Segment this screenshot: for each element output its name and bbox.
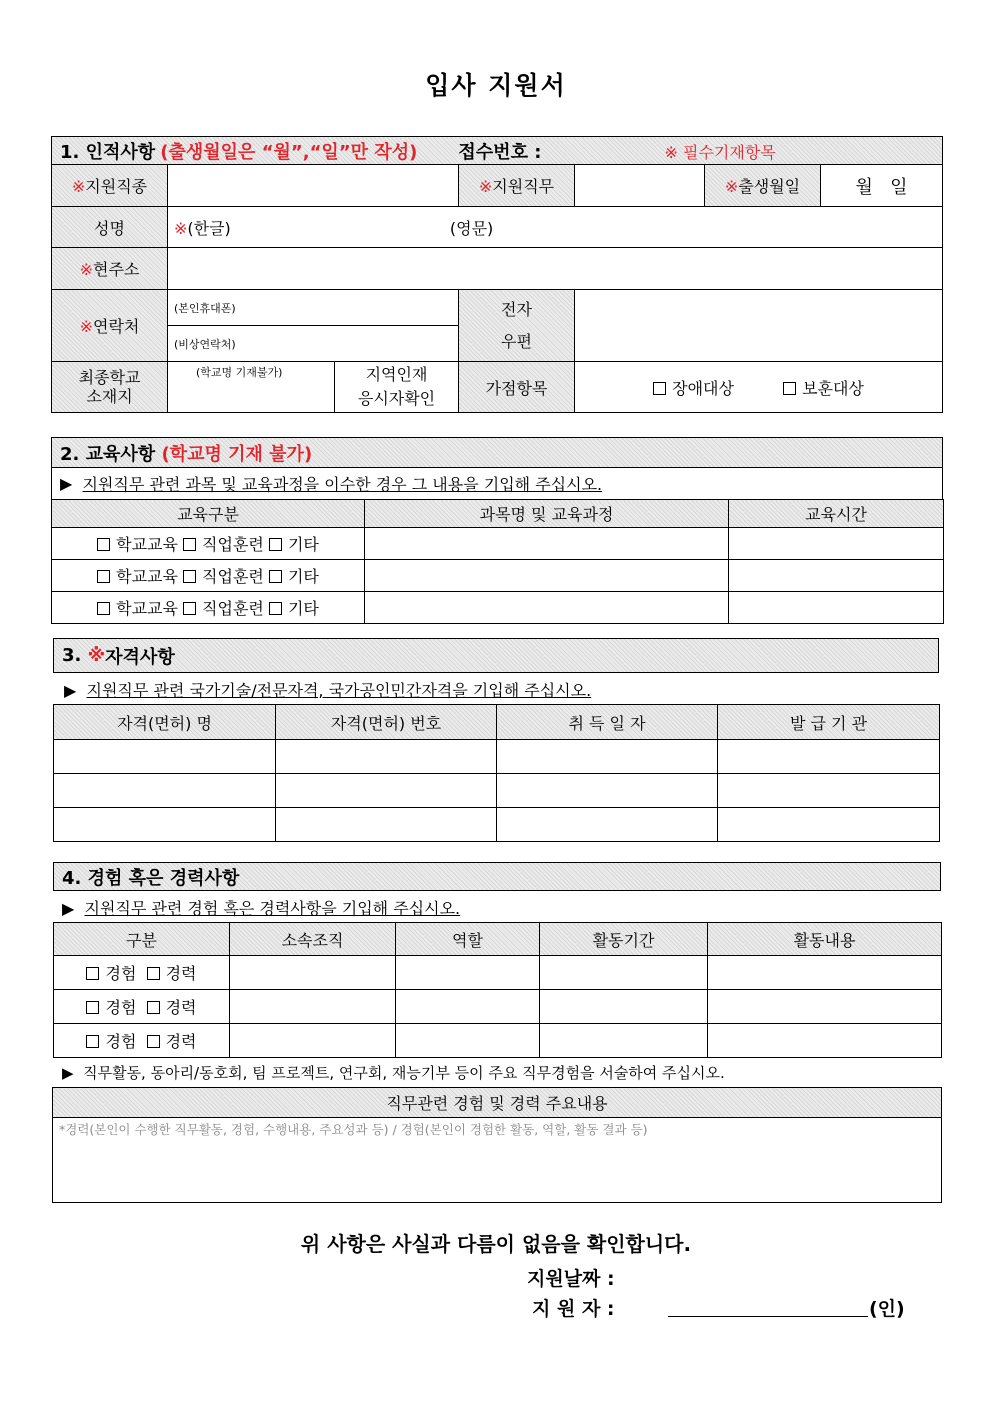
label-address: ※현주소 — [52, 248, 168, 290]
edu-type-options — [52, 592, 365, 624]
signature-line[interactable] — [668, 1316, 868, 1317]
confirm-statement: 위 사항은 사실과 다름이 없음을 확인합니다. — [300, 1232, 692, 1256]
license-name-field[interactable] — [54, 808, 276, 842]
section-1-note: (출생월일은 “월”,“일”만 작성) — [160, 141, 418, 163]
label-birth: ※출생월일 — [705, 165, 821, 207]
table-row — [52, 560, 944, 592]
exp-type-options — [54, 1024, 230, 1058]
table-row — [52, 592, 944, 624]
checkbox-school[interactable]: 학교교육 — [97, 599, 178, 618]
label-apply-type: ※지원직종 — [52, 165, 168, 207]
mobile-field[interactable]: (본인휴대폰) — [168, 290, 459, 326]
edu-type-options — [52, 560, 365, 592]
col-exp-role: 역할 — [396, 923, 540, 956]
exp-org-field[interactable] — [230, 1024, 396, 1058]
apply-job-field[interactable] — [575, 165, 705, 207]
exp-period-field[interactable] — [540, 956, 708, 990]
checkbox-career[interactable]: 경력 — [147, 998, 197, 1017]
edu-hours-field[interactable] — [729, 560, 944, 592]
col-license-number: 자격(면허) 번호 — [276, 705, 497, 740]
col-exp-period: 활동기간 — [540, 923, 708, 956]
exp-type-options — [54, 990, 230, 1024]
email-field[interactable] — [575, 290, 943, 362]
col-edu-type: 교육구분 — [52, 500, 365, 528]
section-4-instruction: ▶ 지원직무 관련 경험 혹은 경력사항을 기입해 주십시오. — [62, 899, 461, 918]
section-2-title: 2. 교육사항 — [60, 443, 156, 465]
section-3-title: 자격사항 — [105, 646, 175, 668]
name-english-label: (영문) — [449, 218, 494, 238]
table-row — [54, 740, 940, 774]
label-name: 성명 — [52, 207, 168, 248]
table-row — [52, 528, 944, 560]
col-edu-hours: 교육시간 — [729, 500, 944, 528]
page-title: 입사 지원서 — [425, 71, 567, 100]
name-korean-label: (한글) — [187, 218, 231, 238]
checkbox-experience[interactable]: 경험 — [86, 964, 136, 983]
col-license-issuer: 발 급 기 관 — [718, 705, 940, 740]
edu-course-field[interactable] — [365, 592, 729, 624]
checkbox-vocational[interactable]: 직업훈련 — [183, 535, 264, 554]
date-label: 지원날짜 : — [527, 1268, 615, 1290]
license-issuer-field[interactable] — [718, 774, 940, 808]
checkbox-veteran[interactable]: 보훈대상 — [783, 379, 864, 398]
exp-role-field[interactable] — [396, 1024, 540, 1058]
required-note: ※ 필수기재항목 — [664, 142, 776, 162]
checkbox-career[interactable]: 경력 — [147, 964, 197, 983]
exp-content-field[interactable] — [708, 1024, 942, 1058]
label-contact: ※연락처 — [52, 290, 168, 362]
exp-role-field[interactable] — [396, 990, 540, 1024]
col-license-date: 취 득 일 자 — [497, 705, 718, 740]
section-3-header: 3. ※ 자격사항 — [53, 638, 939, 673]
table-row — [54, 808, 940, 842]
education-table — [51, 499, 944, 624]
label-bonus: 가점항목 — [459, 362, 575, 413]
table-row — [54, 774, 940, 808]
exp-role-field[interactable] — [396, 956, 540, 990]
checkbox-school[interactable]: 학교교육 — [97, 535, 178, 554]
exp-type-options — [54, 956, 230, 990]
seal-label: (인) — [869, 1298, 905, 1320]
checkbox-disabled[interactable]: 장애대상 — [653, 379, 734, 398]
col-license-name: 자격(면허) 명 — [54, 705, 276, 740]
exp-period-field[interactable] — [540, 990, 708, 1024]
personal-info-table — [51, 136, 943, 413]
license-issuer-field[interactable] — [718, 808, 940, 842]
license-table — [53, 704, 940, 842]
exp-org-field[interactable] — [230, 990, 396, 1024]
exp-period-field[interactable] — [540, 1024, 708, 1058]
edu-hours-field[interactable] — [729, 592, 944, 624]
checkbox-vocational[interactable]: 직업훈련 — [183, 599, 264, 618]
license-name-field[interactable] — [54, 740, 276, 774]
checkbox-other[interactable]: 기타 — [269, 599, 319, 618]
license-date-field[interactable] — [497, 774, 718, 808]
school-location-field[interactable]: (학교명 기재불가) — [168, 362, 335, 413]
section-3-instruction: ▶ 지원직무 관련 국가기술/전문자격, 국가공인민간자격을 기입해 주십시오. — [64, 681, 592, 700]
label-email: 전자 우편 — [459, 290, 575, 362]
checkbox-experience[interactable]: 경험 — [86, 998, 136, 1017]
edu-type-options — [52, 528, 365, 560]
exp-content-field[interactable] — [708, 956, 942, 990]
label-school-location: 최종학교 소재지 — [52, 362, 168, 413]
apply-type-field[interactable] — [168, 165, 459, 207]
section-4-instruction-2: ▶ 직무활동, 동아리/동호회, 팀 프로젝트, 연구회, 재능기부 등이 주요 직무경험을 서술하여 주십시오. — [62, 1064, 725, 1082]
label-local-talent: 지역인재 응시자확인 — [335, 362, 459, 413]
col-exp-content: 활동내용 — [708, 923, 942, 956]
checkbox-school[interactable]: 학교교육 — [97, 567, 178, 586]
license-date-field[interactable] — [497, 740, 718, 774]
section-4-header: 4. 경험 혹은 경력사항 — [53, 862, 941, 891]
section-1-title: 1. 인적사항 — [60, 141, 156, 163]
detail-field[interactable]: *경력(본인이 수행한 직무활동, 경험, 수행내용, 주요성과 등) / 경험(본인이 경험한 활동, 역할, 활동 결과 등) — [53, 1118, 942, 1203]
exp-org-field[interactable] — [230, 956, 396, 990]
checkbox-vocational[interactable]: 직업훈련 — [183, 567, 264, 586]
label-apply-job: ※지원직무 — [459, 165, 575, 207]
detail-table — [52, 1087, 942, 1203]
birth-field[interactable]: 월 일 — [821, 165, 943, 207]
license-number-field[interactable] — [276, 774, 497, 808]
checkbox-experience[interactable]: 경험 — [86, 1032, 136, 1051]
table-row — [54, 956, 942, 990]
table-row — [54, 1024, 942, 1058]
license-number-field[interactable] — [276, 808, 497, 842]
receipt-number-label: 접수번호 : — [458, 141, 542, 163]
checkbox-other[interactable]: 기타 — [269, 535, 319, 554]
section-2-header — [51, 437, 943, 467]
experience-table — [53, 922, 942, 1058]
license-name-field[interactable] — [54, 774, 276, 808]
emergency-contact-field[interactable]: (비상연락처) — [168, 326, 459, 362]
edu-hours-field[interactable] — [729, 528, 944, 560]
address-field[interactable] — [168, 248, 943, 290]
col-exp-org: 소속조직 — [230, 923, 396, 956]
section-2-note: (학교명 기재 불가) — [161, 443, 313, 465]
table-row — [54, 990, 942, 1024]
license-number-field[interactable] — [276, 740, 497, 774]
exp-content-field[interactable] — [708, 990, 942, 1024]
applicant-label: 지 원 자 : — [532, 1298, 615, 1320]
edu-course-field[interactable] — [365, 528, 729, 560]
bonus-field — [575, 362, 943, 413]
checkbox-career[interactable]: 경력 — [147, 1032, 197, 1051]
col-exp-type: 구분 — [54, 923, 230, 956]
checkbox-other[interactable]: 기타 — [269, 567, 319, 586]
edu-course-field[interactable] — [365, 560, 729, 592]
license-date-field[interactable] — [497, 808, 718, 842]
col-edu-course: 과목명 및 교육과정 — [365, 500, 729, 528]
section-1-header — [52, 137, 943, 165]
license-issuer-field[interactable] — [718, 740, 940, 774]
section-2-instruction: ▶ 지원직무 관련 과목 및 교육과정을 이수한 경우 그 내용을 기입해 주십시오. — [51, 467, 943, 499]
name-field[interactable]: ※(한글) (영문) — [168, 207, 943, 248]
detail-header: 직무관련 경험 및 경력 주요내용 — [53, 1088, 942, 1118]
